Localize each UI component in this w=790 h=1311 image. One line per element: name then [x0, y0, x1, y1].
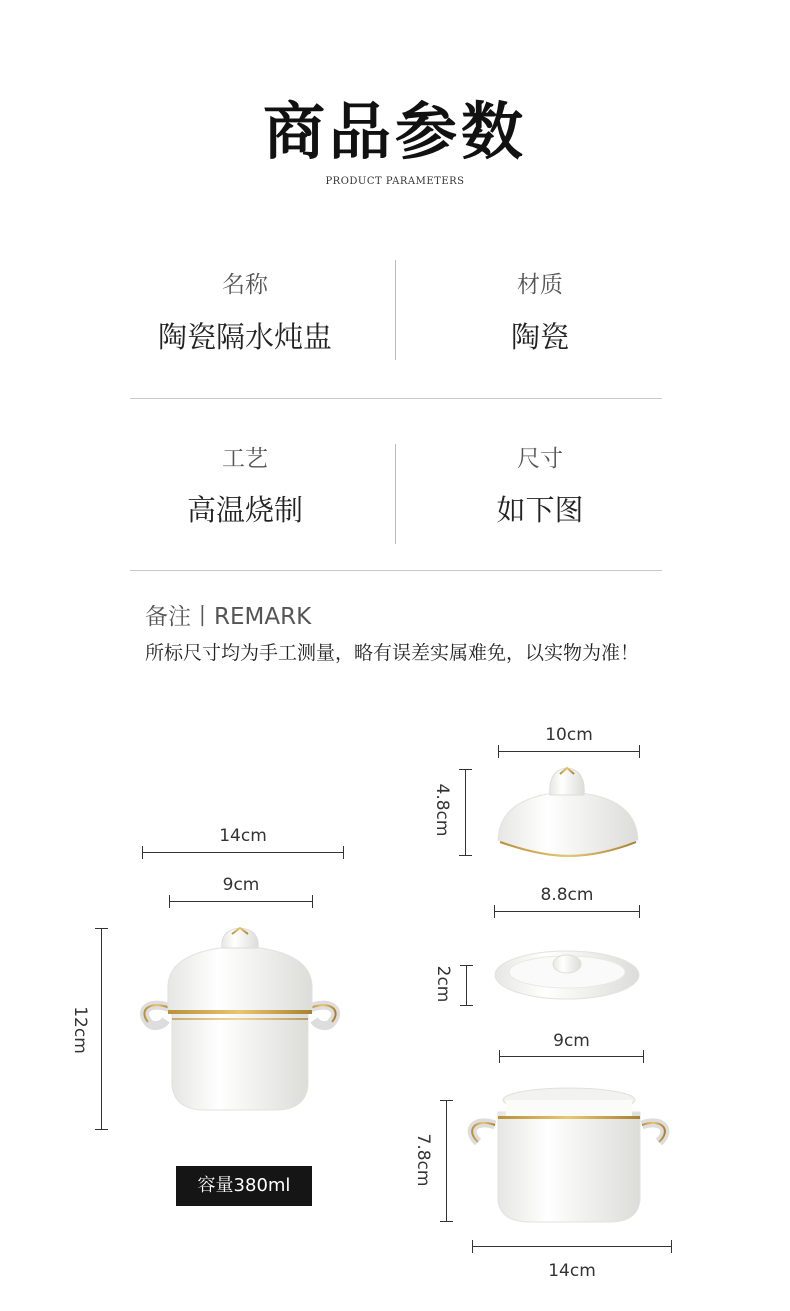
remark-title: 备注丨REMARK: [145, 604, 312, 630]
page-title: 商品参数: [262, 95, 527, 168]
dim-label-lid-height: 4.8cm: [432, 783, 452, 837]
param-value-material: 陶瓷: [510, 320, 569, 354]
dim-tick: [169, 895, 170, 908]
dim-tick: [498, 745, 499, 758]
dim-tick: [499, 1050, 500, 1063]
dim-label-pot-height: 7.8cm: [413, 1133, 433, 1187]
dim-tick: [459, 769, 472, 770]
dim-tick: [142, 846, 143, 859]
param-label-material: 材质: [517, 272, 563, 298]
dim-label-inner-lid-height: 2cm: [433, 965, 453, 1003]
dim-label-inner-lid-width: 8.8cm: [540, 885, 594, 905]
remark-text: 所标尺寸均为手工测量，略有误差实属难免，以实物为准！: [145, 642, 640, 664]
dim-label-pot-top-width: 9cm: [553, 1031, 590, 1051]
dim-line: [142, 852, 344, 853]
param-value-craft: 高温烧制: [186, 493, 303, 527]
dim-tick: [472, 1240, 473, 1253]
dim-label-lid-width: 10cm: [545, 725, 593, 745]
pot-body-image: [472, 1088, 665, 1222]
dim-line: [466, 965, 467, 1006]
dim-tick: [671, 1240, 672, 1253]
param-label-name: 名称: [222, 272, 268, 298]
param-label-craft: 工艺: [222, 446, 268, 472]
dim-tick: [312, 895, 313, 908]
dim-line: [101, 928, 102, 1130]
param-label-size: 尺寸: [517, 446, 563, 472]
dim-tick: [95, 928, 108, 929]
dim-line: [169, 901, 313, 902]
lid-image: [498, 768, 638, 856]
dim-tick: [494, 905, 495, 918]
param-value-size: 如下图: [496, 493, 584, 527]
dim-label-height: 12cm: [70, 1006, 90, 1054]
dim-tick: [639, 745, 640, 758]
dim-line: [465, 769, 466, 856]
dim-line: [494, 911, 640, 912]
dim-line: [446, 1100, 447, 1222]
dim-label-pot-bottom-width: 14cm: [548, 1261, 596, 1281]
param-value-name: 陶瓷隔水炖盅: [157, 320, 332, 354]
stew-pot-image: [144, 928, 335, 1110]
dim-label-outer-width: 14cm: [219, 826, 267, 846]
dim-line: [499, 1056, 644, 1057]
dim-tick: [440, 1100, 453, 1101]
dim-tick: [95, 1129, 108, 1130]
dim-tick: [343, 846, 344, 859]
dim-tick: [639, 905, 640, 918]
dim-label-inner-width: 9cm: [222, 875, 260, 895]
dim-line: [498, 751, 640, 752]
dim-line: [472, 1246, 672, 1247]
dim-tick: [459, 855, 472, 856]
dim-tick: [643, 1050, 644, 1063]
dim-tick: [440, 1221, 453, 1222]
page-subtitle: PRODUCT PARAMETERS: [325, 176, 465, 187]
dim-tick: [460, 965, 473, 966]
capacity-badge: 容量380ml: [176, 1166, 312, 1206]
dim-tick: [460, 1005, 473, 1006]
inner-lid-image: [495, 951, 639, 999]
